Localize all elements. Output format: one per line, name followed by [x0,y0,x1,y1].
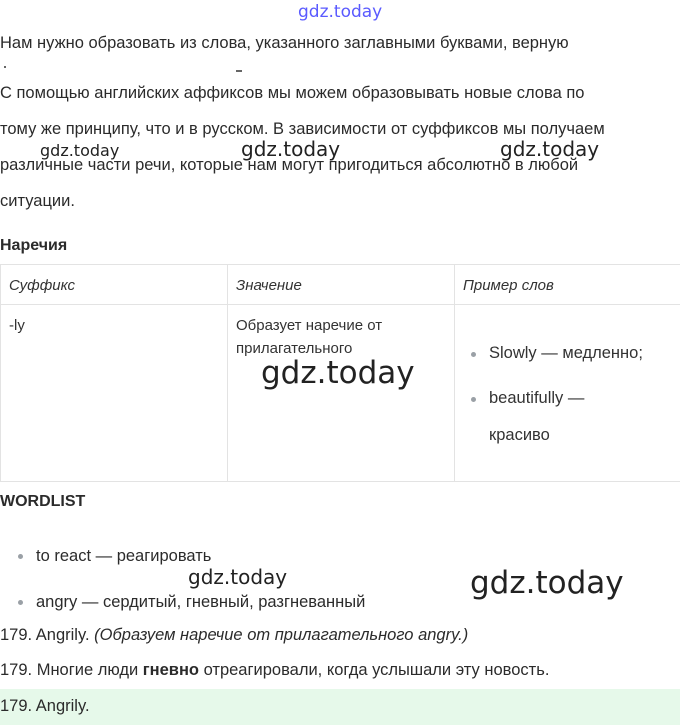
list-item: to react — реагировать [36,537,365,575]
task-line-2 [0,661,549,680]
example-translation: красиво [489,426,550,444]
watermark: gdz.today [188,565,288,589]
watermark: gdz.today [500,137,600,161]
example-word: beautifully — [489,389,585,407]
wordlist-heading: WORDLIST [0,493,86,510]
watermark: gdz.today [470,565,624,601]
watermark: gdz.today [241,137,341,161]
table-header-row [1,265,680,305]
task-text: 179. Многие люди [0,661,143,679]
wordlist [0,537,365,629]
task-note: (Образуем наречие от прилагательного angry.) [94,626,469,644]
answer-box [0,689,680,725]
task-line-1 [0,626,468,645]
watermark: gdz.today [261,355,415,391]
cell-examples [455,305,680,482]
list-item [489,380,672,454]
table-row [1,305,680,482]
intro-line-5: ситуации. [0,192,75,210]
task-text-end: отреагировали, когда услышали эту новость. [199,661,550,679]
answer-text: 179. Angrily. [0,697,90,715]
intro-line-3: тому же принципу, что и в русском. В зависимости от суффиксов мы получаем [0,120,605,138]
examples-list [463,335,672,454]
task-number: 179. Angrily. [0,626,95,644]
cut-off-text-line [0,66,250,76]
watermark: gdz.today [40,141,120,160]
intro-line-2: С помощью английских аффиксов мы можем образовывать новые слова по [0,84,585,102]
task-highlight-word: гневно [142,661,199,679]
table-header-examples: Пример слов [455,265,680,305]
meaning-line-2: прилагательного [236,340,353,357]
list-item: angry — сердитый, гневный, разгневанный [36,583,365,621]
section-heading-adverbs: Наречия [0,237,68,254]
meaning-line-1: Образует наречие от [236,317,383,334]
cell-meaning [228,305,455,482]
table-header-suffix: Суффикс [1,265,228,305]
list-item: Slowly — медленно; [489,335,672,372]
suffix-value: -ly [9,317,25,334]
intro-line-4: различные части речи, которые нам могут пригодиться абсолютно в любой [0,156,579,174]
table-header-meaning: Значение [228,265,455,305]
watermark-top: gdz.today [298,2,383,22]
cell-suffix [1,305,228,482]
intro-line-1: Нам нужно образовать из слова, указанного заглавными буквами, верную [0,34,569,52]
